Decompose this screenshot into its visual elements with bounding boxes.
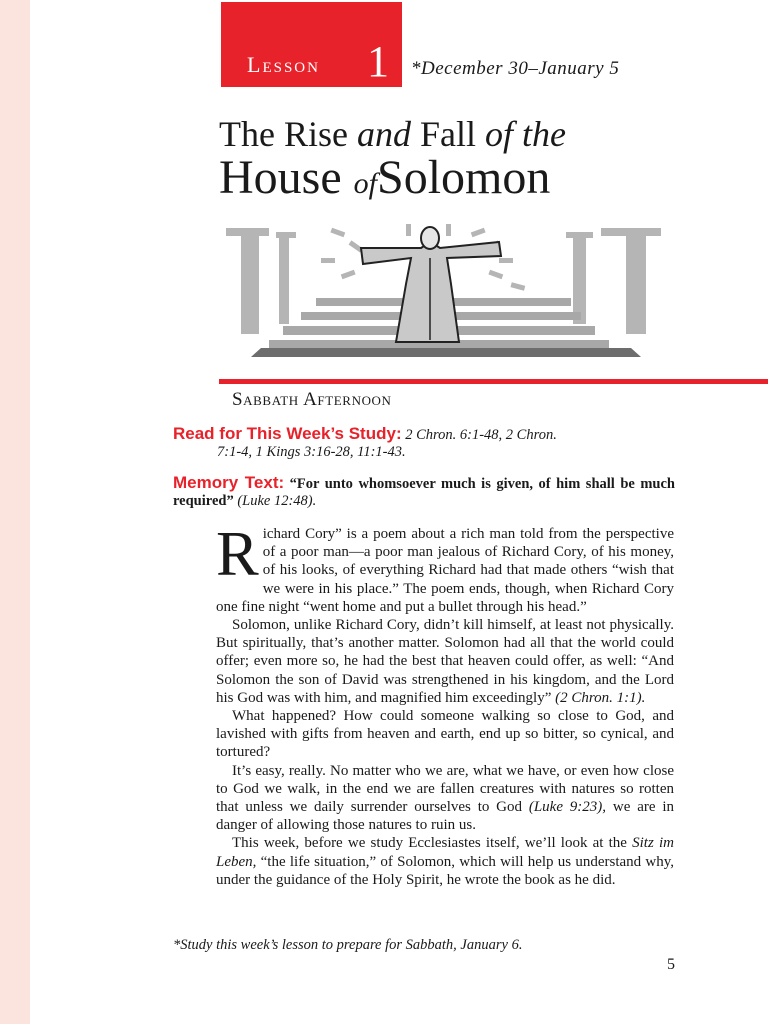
paragraph: What happened? How could someone walking so close to God, and lavished with gifts from heaven and earth, end up so bitter, so cynical, and tortured? bbox=[216, 708, 674, 761]
lesson-date-range: *December 30–January 5 bbox=[411, 58, 620, 79]
memory-text: Memory Text: “For unto whomsoever much is given, of him shall be much required” (Luke 12:48). bbox=[173, 473, 675, 509]
paragraph: This week, before we study Ecclesiastes itself, we’ll look at the Sitz im Leben, “the life situation,” of Solomon, which will help us understand why, under the guidance of the Holy Spirit, he wrote the book as he did. bbox=[216, 835, 674, 888]
body-text bbox=[216, 518, 674, 889]
memory-label: Memory Text: bbox=[173, 473, 285, 492]
drop-cap: R bbox=[216, 518, 259, 589]
paragraph: It’s easy, really. No matter who we are, what we have, or even how close to God we walk, in the end we are fallen creatures with natures so rotten that unless we daily surrender ourselves to God (Luke 9:23), we are in danger of allowing those natures to ruin us. bbox=[216, 762, 674, 834]
paragraph: Richard Cory” is a poem about a rich man told from the perspective of a poor man—a poor man jealous of Richard Cory, of his money, of his looks, of everything Richard had that made others “wish that we were in his place.” The poem ends, though, when Richard Cory one fine night “went home and put a bullet through his head.” bbox=[216, 518, 674, 615]
lesson-word: Lesson bbox=[247, 52, 320, 77]
study-references: Read for This Week’s Study: 2 Chron. 6:1-48, 2 Chron. 7:1-4, 1 Kings 3:16-28, 11:1-43. bbox=[173, 424, 557, 460]
paragraph: Solomon, unlike Richard Cory, didn’t kill himself, at least not physically. But spiritually, that’s another matter. Solomon had all that the world could offer; even more so, he had the best that heaven could offer, as well: “And Solomon the son of David was strengthened in his kingdom, and the Lord his God was with him, and magnified him exceedingly” (2 Chron. 1:1). bbox=[216, 617, 674, 706]
page-number: 5 bbox=[667, 956, 675, 973]
study-label: Read for This Week’s Study: bbox=[173, 424, 402, 443]
king-on-steps-illustration bbox=[221, 224, 666, 364]
lesson-badge bbox=[221, 2, 402, 87]
section-heading: Sabbath Afternoon bbox=[232, 389, 392, 410]
lesson-title-line1: The Rise and Fall of the bbox=[219, 114, 566, 154]
lesson-title-line2: House ofSolomon bbox=[219, 151, 551, 204]
section-divider bbox=[219, 379, 768, 384]
lesson-number: 1 bbox=[367, 37, 389, 86]
footnote: *Study this week’s lesson to prepare for Sabbath, January 6. bbox=[173, 937, 523, 953]
left-margin-strip bbox=[0, 0, 30, 1024]
